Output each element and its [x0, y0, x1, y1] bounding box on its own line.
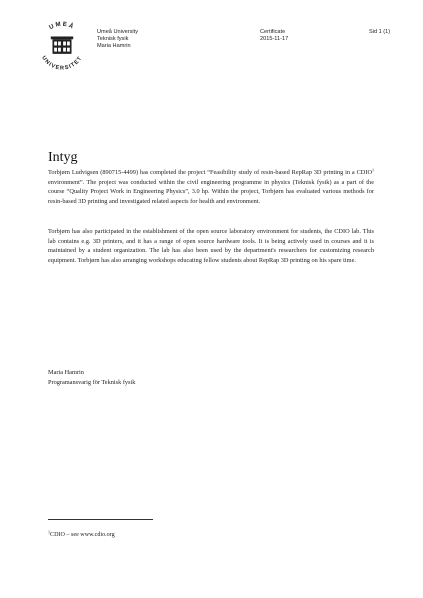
footnote-mark: 1	[48, 529, 50, 535]
footnote-reference: 1	[372, 167, 374, 173]
signature-name: Maria Hamrin	[48, 369, 84, 376]
header-author: Maria Hamrin	[97, 43, 131, 50]
header-document-info	[260, 29, 288, 43]
footnote-text: CDIO – see www.cdio.org	[50, 532, 115, 538]
document-title: Intyg	[48, 150, 78, 165]
paragraph-1-part-2: environment”. The project was conducted within the civil engineering programme in physics (Teknisk fysik) as a part of the course “Quality Project Work in Engineering Physics”, 3.0 hp. Within the project, Torbjørn has evaluated various methods for resin-based 3D printing and investigated related aspects for health and environment.	[48, 178, 374, 206]
svg-text:UNIVERSITET: UNIVERSITET	[40, 55, 84, 72]
header-sender-block	[97, 29, 138, 51]
header-university: Umeå University	[97, 29, 139, 35]
paragraph-2: Torbjørn has also participated in the establishment of the open source laboratory environment for students, the CDIO lab. This lab contains e.g. 3D printers, and it has a range of open source hardware tools. It is being actively used in courses and it is maintained by a student organization. The lab has also been used by the department's researchers for customizing research equipment. Torbjørn has also arranging workshops educating fellow students about RepRap 3D printing on his spare time.	[48, 228, 374, 265]
svg-text:UMEÅ: UMEÅ	[47, 20, 77, 32]
header-document-type: Certificate	[260, 29, 286, 35]
signature-title: Programansvarig för Teknisk fysik	[48, 378, 136, 386]
header-department: Teknisk fysik	[97, 36, 129, 43]
umea-university-logo	[34, 18, 90, 74]
paragraph-1-part-1: Torbjørn Ludvigsen (890715-4499) has completed the project “Feasibility study of resin-based RepRap 3D printing in a CDIO	[48, 169, 372, 176]
signature-block	[48, 368, 135, 387]
header-date: 2015-11-17	[260, 36, 289, 43]
paragraph-1	[48, 168, 374, 207]
footnote-divider	[48, 519, 153, 520]
header-page-number: Sid 1 (1)	[369, 29, 391, 35]
footnote	[48, 529, 115, 538]
